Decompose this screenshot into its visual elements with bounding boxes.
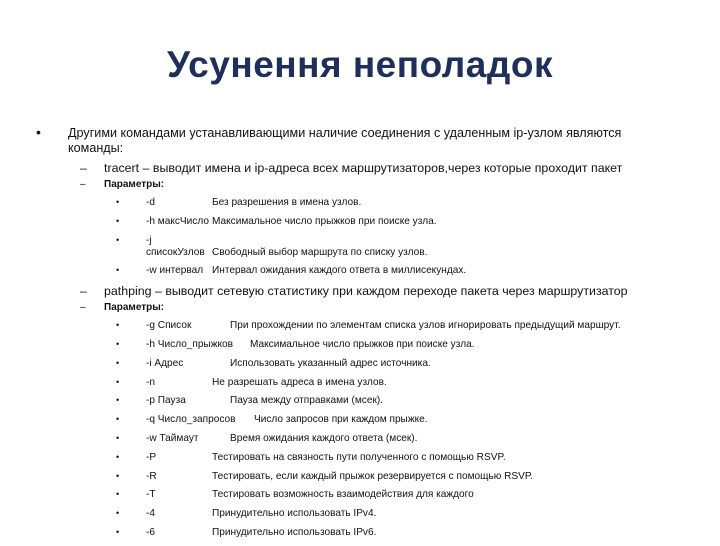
pathping-item bbox=[36, 284, 676, 298]
intro-text: Другими командами устанавливающими наличие соединения с удаленным ip-узлом являются команды: bbox=[68, 126, 622, 155]
bullet-square-icon: • bbox=[116, 265, 120, 276]
bullet-square-icon: • bbox=[116, 395, 120, 406]
list-item: • -h Число_прыжков Максимальное число прыжков при поиске узла. bbox=[116, 338, 475, 350]
bullet-square-icon: • bbox=[116, 215, 120, 226]
list-item: • -w Таймаут Время ожидания каждого ответа (мсек). bbox=[116, 432, 418, 444]
tracert-item bbox=[36, 161, 676, 175]
list-item: • -i Адрес Использовать указанный адрес источника. bbox=[116, 357, 431, 369]
list-item: • -P Тестировать на связность пути полученного с помощью RSVP. bbox=[116, 451, 506, 463]
tracert-params-list bbox=[36, 197, 676, 277]
bullet-square-icon: • bbox=[116, 376, 120, 387]
bullet-square-icon: • bbox=[116, 508, 120, 519]
bullet-square-icon: • bbox=[116, 320, 120, 331]
list-item: • -w интервал Интервал ожидания каждого ответа в миллисекундах. bbox=[116, 265, 467, 277]
tracert-text: tracert – выводит имена и ip-адреса всех маршрутизаторов,через которые проходит пакет bbox=[104, 161, 623, 175]
bullet-square-icon: • bbox=[116, 451, 120, 462]
pathping-text: pathping – выводит сетевую статистику при каждом переходе пакета через маршрутизатор bbox=[104, 284, 628, 299]
tracert-params-label: – Параметры: bbox=[80, 179, 165, 190]
bullet-square-icon: • bbox=[116, 526, 120, 537]
slide-title: Усунення неполадок bbox=[167, 44, 553, 85]
bullet-square-icon: • bbox=[116, 338, 120, 349]
dash-icon: – bbox=[80, 284, 87, 299]
list-item: • -R Тестировать, если каждый прыжок резервируется с помощью RSVP. bbox=[116, 470, 534, 482]
intro-bullet bbox=[36, 126, 676, 156]
list-item: • -n Не разрешать адреса в имена узлов. bbox=[116, 376, 387, 388]
list-item: • -h максЧисло Максимальное число прыжков при поиске узла. bbox=[116, 215, 437, 227]
bullet-square-icon: • bbox=[116, 414, 120, 425]
list-item: • -q Число_запросов Число запросов при каждом прыжке. bbox=[116, 414, 428, 426]
dash-icon: – bbox=[80, 179, 86, 190]
list-item: • -d Без разрешения в имена узлов. bbox=[116, 197, 362, 208]
bullet-square-icon: • bbox=[116, 470, 120, 481]
slide-body bbox=[36, 126, 676, 546]
bullet-square-icon: • bbox=[116, 489, 120, 500]
list-item: • -T Тестировать возможность взаимодействия для каждого bbox=[116, 489, 474, 501]
bullet-square-icon: • bbox=[116, 357, 120, 368]
bullet-square-icon: • bbox=[116, 234, 120, 245]
list-item: • -4 Принудительно использовать IPv4. bbox=[116, 508, 377, 520]
pathping-params-list bbox=[36, 320, 676, 539]
list-item: • -j списокУзлов Свободный выбор маршрута по списку узлов. bbox=[116, 234, 428, 258]
bullet-square-icon: • bbox=[116, 197, 120, 207]
list-item: • -6 Принудительно использовать IPv6. bbox=[116, 526, 377, 538]
bullet-square-icon: • bbox=[116, 432, 120, 443]
bullet-dot-icon: • bbox=[36, 124, 41, 140]
dash-icon: – bbox=[80, 302, 86, 314]
list-item: • -p Пауза Пауза между отправками (мсек). bbox=[116, 395, 384, 407]
pathping-params-label: – Параметры: bbox=[80, 302, 165, 314]
dash-icon: – bbox=[80, 161, 87, 175]
list-item: • -g Список При прохождении по элементам списка узлов игнорировать предыдущий маршрут. bbox=[116, 320, 621, 332]
